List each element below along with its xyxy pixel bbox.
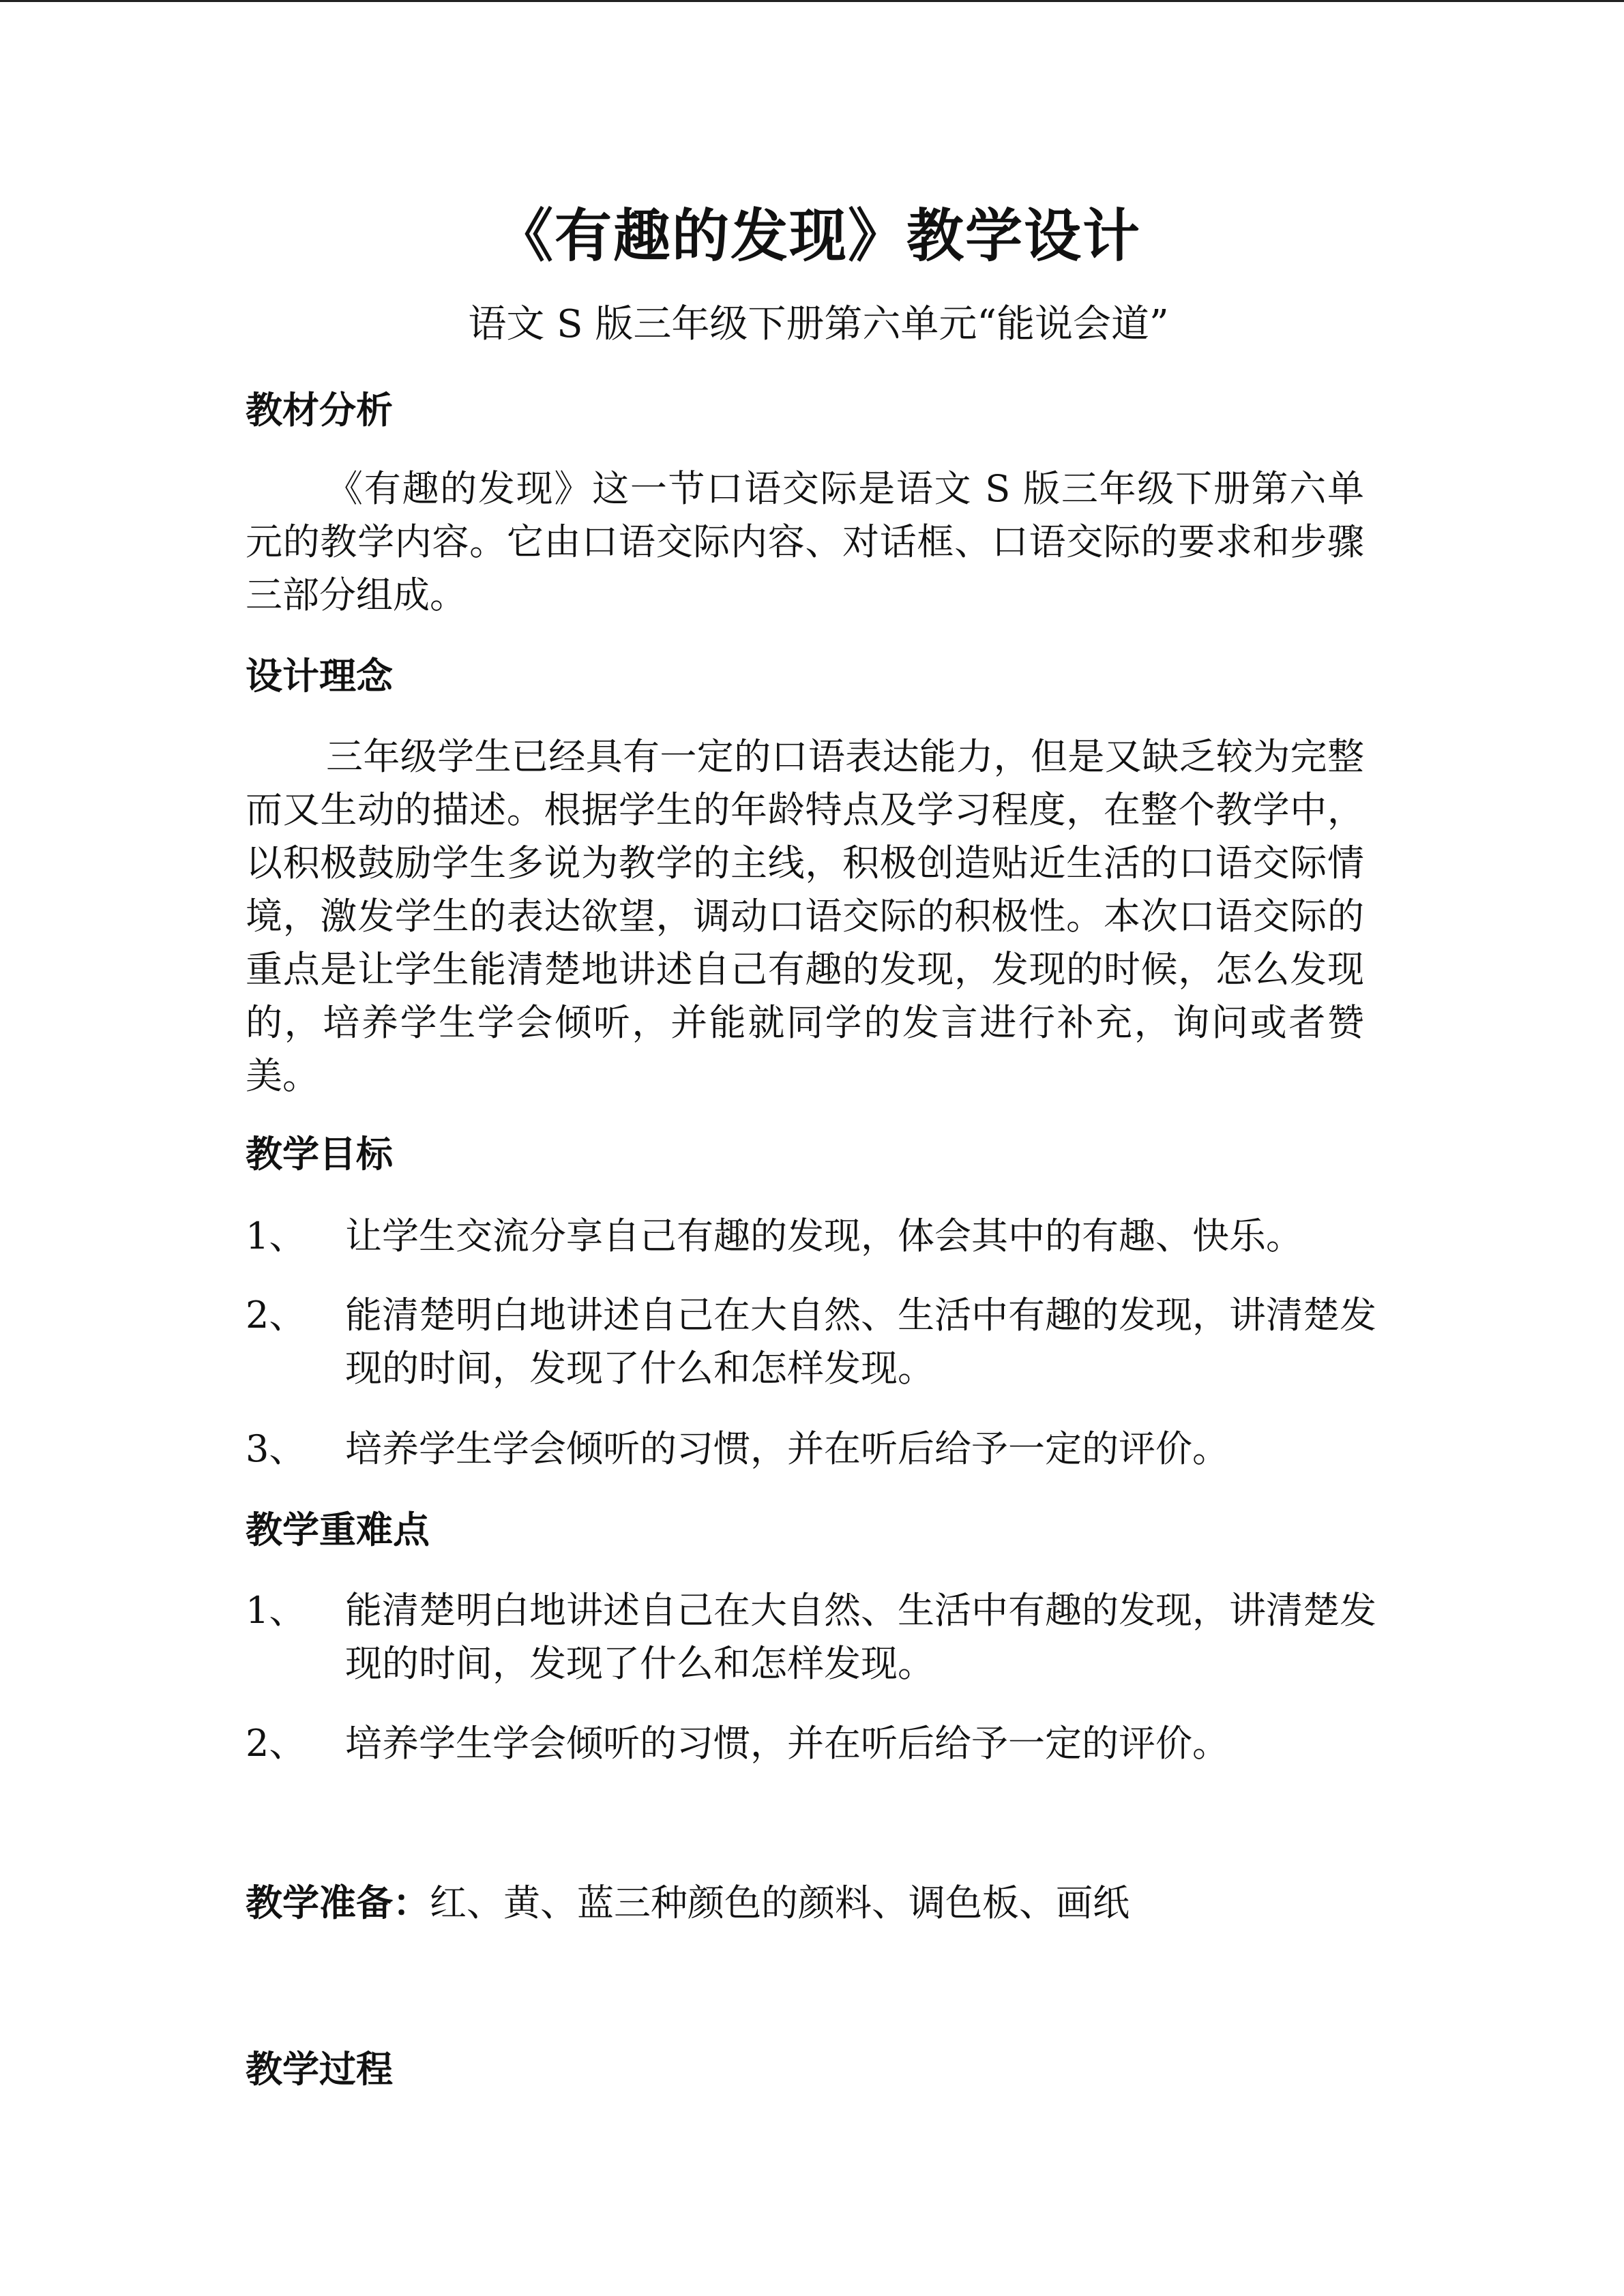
objective-number: 2、 xyxy=(246,1294,306,1337)
objective-item xyxy=(246,1289,1405,1395)
design-concept-paragraph: 三年级学生已经具有一定的口语表达能力，但是又缺乏较为完整而又生动的描述。根据学生的年龄特点及学习程度，在整个教学中，以积极鼓励学生多说为教学的主线，积极创造贴近生活的口语交际情境，激发学生的表达欲望，调动口语交际的积极性。本次口语交际的重点是让学生能清楚地讲述自己有趣的发现，发现的时候，怎么发现的，培养学生学会倾听，并能就同学的发言进行补充，询问或者赞美。 xyxy=(246,735,1364,1097)
material-analysis-paragraph: 《有趣的发现》这一节口语交际是语文 S 版三年级下册第六单元的教学内容。它由口语交际内容、对话框、口语交际的要求和步骤三部分组成。 xyxy=(246,467,1364,616)
document-subtitle: 语文 S 版三年级下册第六单元“能说会道” xyxy=(468,302,1169,346)
key-point-number: 1、 xyxy=(246,1589,306,1632)
heading-teaching-process: 教学过程 xyxy=(246,2048,393,2091)
heading-key-points: 教学重难点 xyxy=(246,1508,430,1551)
key-point-text: 培养学生学会倾听的习惯，并在听后给予一定的评价。 xyxy=(345,1722,1229,1765)
document-title: 《有趣的发现》教学设计 xyxy=(495,203,1141,269)
heading-material-analysis: 教材分析 xyxy=(246,389,393,432)
preparation-label: 教学准备： xyxy=(246,1881,430,1924)
preparation-line xyxy=(246,1877,1405,1930)
objective-text: 让学生交流分享自己有趣的发现，体会其中的有趣、快乐。 xyxy=(345,1214,1303,1257)
key-point-text: 能清楚明白地讲述自己在大自然、生活中有趣的发现，讲清楚发现的时间，发现了什么和怎样发现。 xyxy=(345,1589,1376,1685)
objective-number: 1、 xyxy=(246,1214,306,1257)
objective-item xyxy=(246,1422,1405,1476)
objective-text: 培养学生学会倾听的习惯，并在听后给予一定的评价。 xyxy=(345,1427,1229,1470)
preparation-text: 红、黄、蓝三种颜色的颜料、调色板、画纸 xyxy=(430,1881,1130,1924)
heading-design-concept: 设计理念 xyxy=(246,655,393,698)
heading-objectives: 教学目标 xyxy=(246,1133,393,1176)
objective-item xyxy=(246,1210,1405,1263)
key-point-item xyxy=(246,1717,1405,1770)
key-point-item xyxy=(246,1584,1405,1690)
document-page xyxy=(246,0,1391,2296)
objective-text: 能清楚明白地讲述自己在大自然、生活中有趣的发现，讲清楚发现的时间，发现了什么和怎样发现。 xyxy=(345,1294,1376,1390)
key-point-number: 2、 xyxy=(246,1722,306,1765)
objective-number: 3、 xyxy=(246,1427,306,1470)
